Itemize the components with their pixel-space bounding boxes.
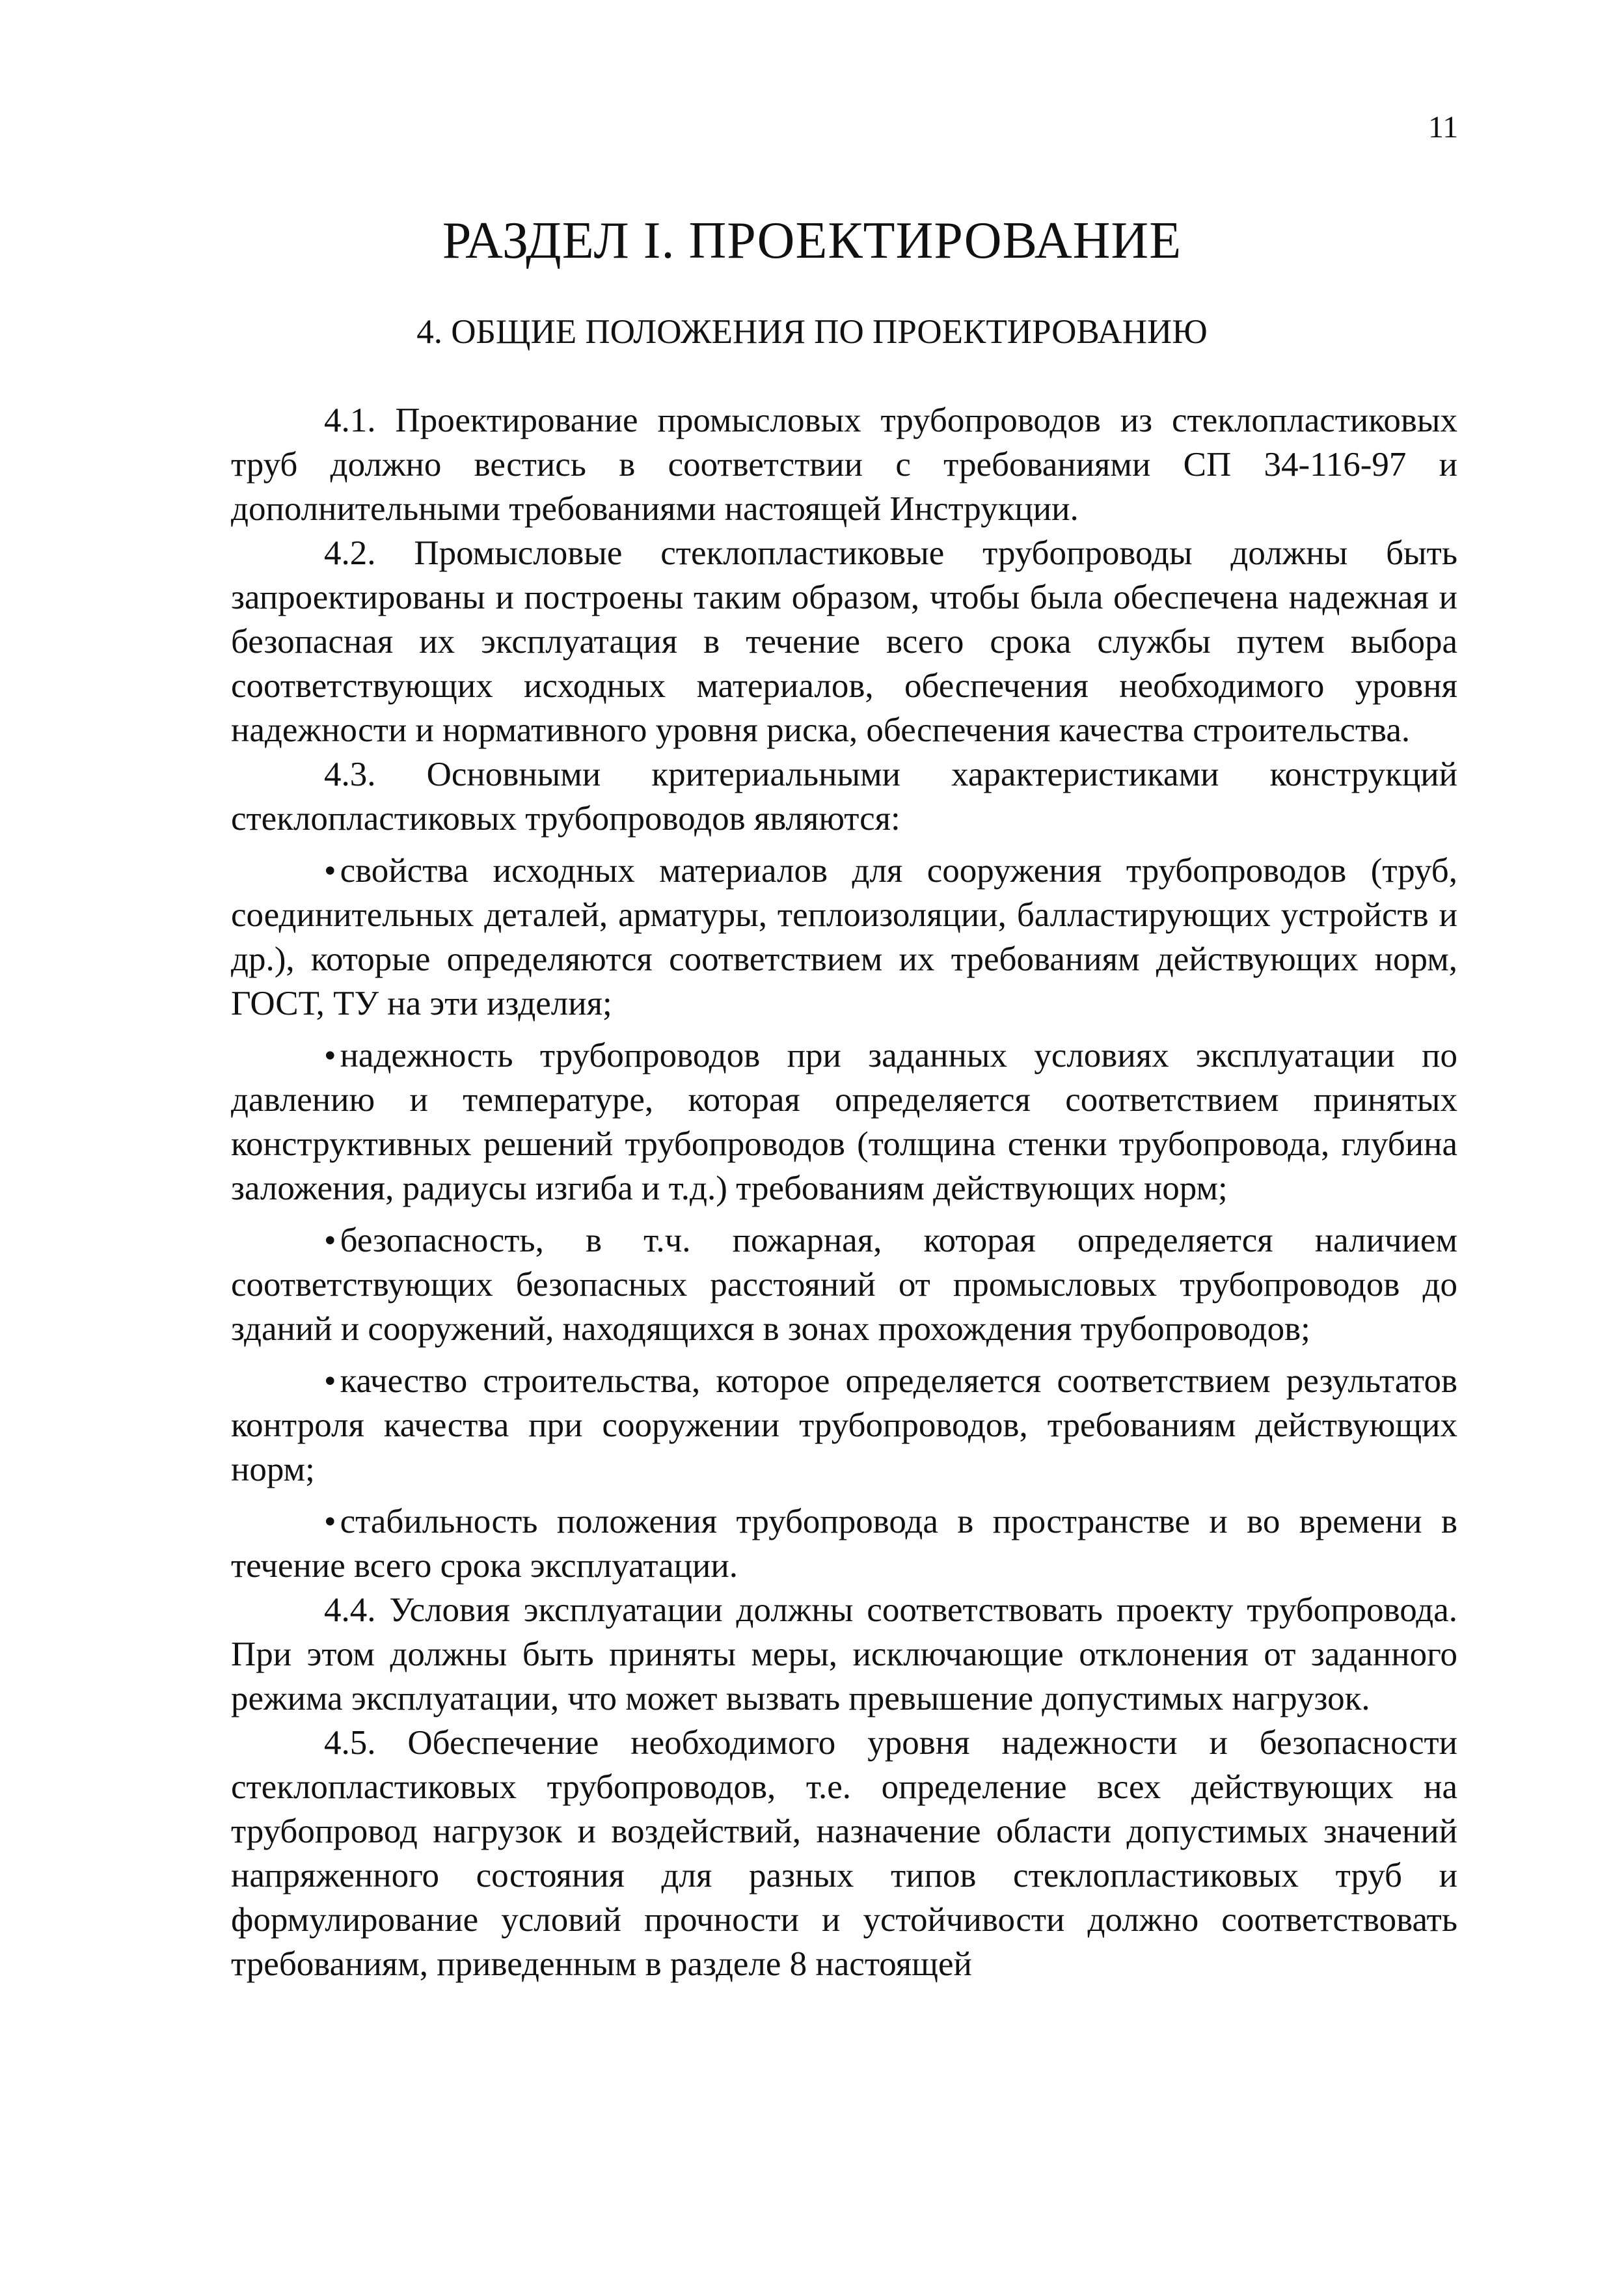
- paragraph-4-3: 4.3. Основными критериальными характеристиками конструкций стеклопластиковых трубопроводов являются:: [231, 756, 1457, 838]
- paragraph-4-2: 4.2. Промысловые стеклопластиковые трубопроводы должны быть запроектированы и построены таким образом, чтобы была обеспечена надежная и безопасная их эксплуатация в течение всего срока службы путем выбора соответствующих исходных материалов, обеспечения необходимого уровня надежности и нормативного уровня риска, обеспечения качества строительства.: [231, 534, 1457, 749]
- bullet-text: качество строительства, которое определяется соответствием результатов контроля качества при сооружении трубопроводов, требованиям действующих норм;: [231, 1362, 1457, 1488]
- page-number: 11: [1428, 110, 1459, 144]
- paragraph-4-1: 4.1. Проектирование промысловых трубопроводов из стеклопластиковых труб должно вестись в соответствии с требованиями СП 34-116-97 и дополнительными требованиями настоящей Инструкции.: [231, 402, 1457, 528]
- paragraph-4-4: 4.4. Условия эксплуатации должны соответствовать проекту трубопровода. При этом должны быть приняты меры, исключающие отклонения от заданного режима эксплуатации, что может вызвать превышение допустимых нагрузок.: [231, 1591, 1457, 1717]
- bullet-icon: •: [324, 1222, 336, 1259]
- bullet-icon: •: [324, 1362, 336, 1400]
- bullet-item: [231, 1033, 1457, 1210]
- bullet-item: [231, 1218, 1457, 1351]
- bullet-text: стабильность положения трубопровода в пространстве и во времени в течение всего срока эксплуатации.: [231, 1503, 1457, 1585]
- bullet-text: безопасность, в т.ч. пожарная, которая определяется наличием соответствующих безопасных расстояний от промысловых трубопроводов до зданий и сооружений, находящихся в зонах прохождения трубопроводов;: [231, 1222, 1457, 1348]
- bullet-item: [231, 1499, 1457, 1588]
- chapter-title: 4. ОБЩИЕ ПОЛОЖЕНИЯ ПО ПРОЕКТИРОВАНИЮ: [416, 313, 1208, 351]
- bullet-item: [231, 1359, 1457, 1492]
- bullet-text: свойства исходных материалов для сооружения трубопроводов (труб, соединительных деталей, арматуры, теплоизоляции, балластирующих устройств и др.), которые определяются соответствием их требованиям действующих норм, ГОСТ, ТУ на эти изделия;: [231, 852, 1457, 1022]
- bullet-text: надежность трубопроводов при заданных условиях эксплуатации по давлению и температуре, которая определяется соответствием принятых конструктивных решений трубопроводов (толщина стенки трубопровода, глубина заложения, радиусы изгиба и т.д.) требованиям действующих норм;: [231, 1037, 1457, 1207]
- document-body: [231, 398, 1457, 1986]
- bullet-icon: •: [324, 1503, 336, 1540]
- bullet-item: [231, 849, 1457, 1026]
- bullet-icon: •: [324, 1037, 336, 1074]
- section-title: РАЗДЕЛ I. ПРОЕКТИРОВАНИЕ: [442, 212, 1182, 269]
- paragraph-4-5: 4.5. Обеспечение необходимого уровня надежности и безопасности стеклопластиковых трубопроводов, т.е. определение всех действующих на трубопровод нагрузок и воздействий, назначение области допустимых значений напряженного состояния для разных типов стеклопластиковых труб и формулирование условий прочности и устойчивости должно соответствовать требованиям, приведенным в разделе 8 настоящей: [231, 1724, 1457, 1983]
- bullet-icon: •: [324, 852, 336, 890]
